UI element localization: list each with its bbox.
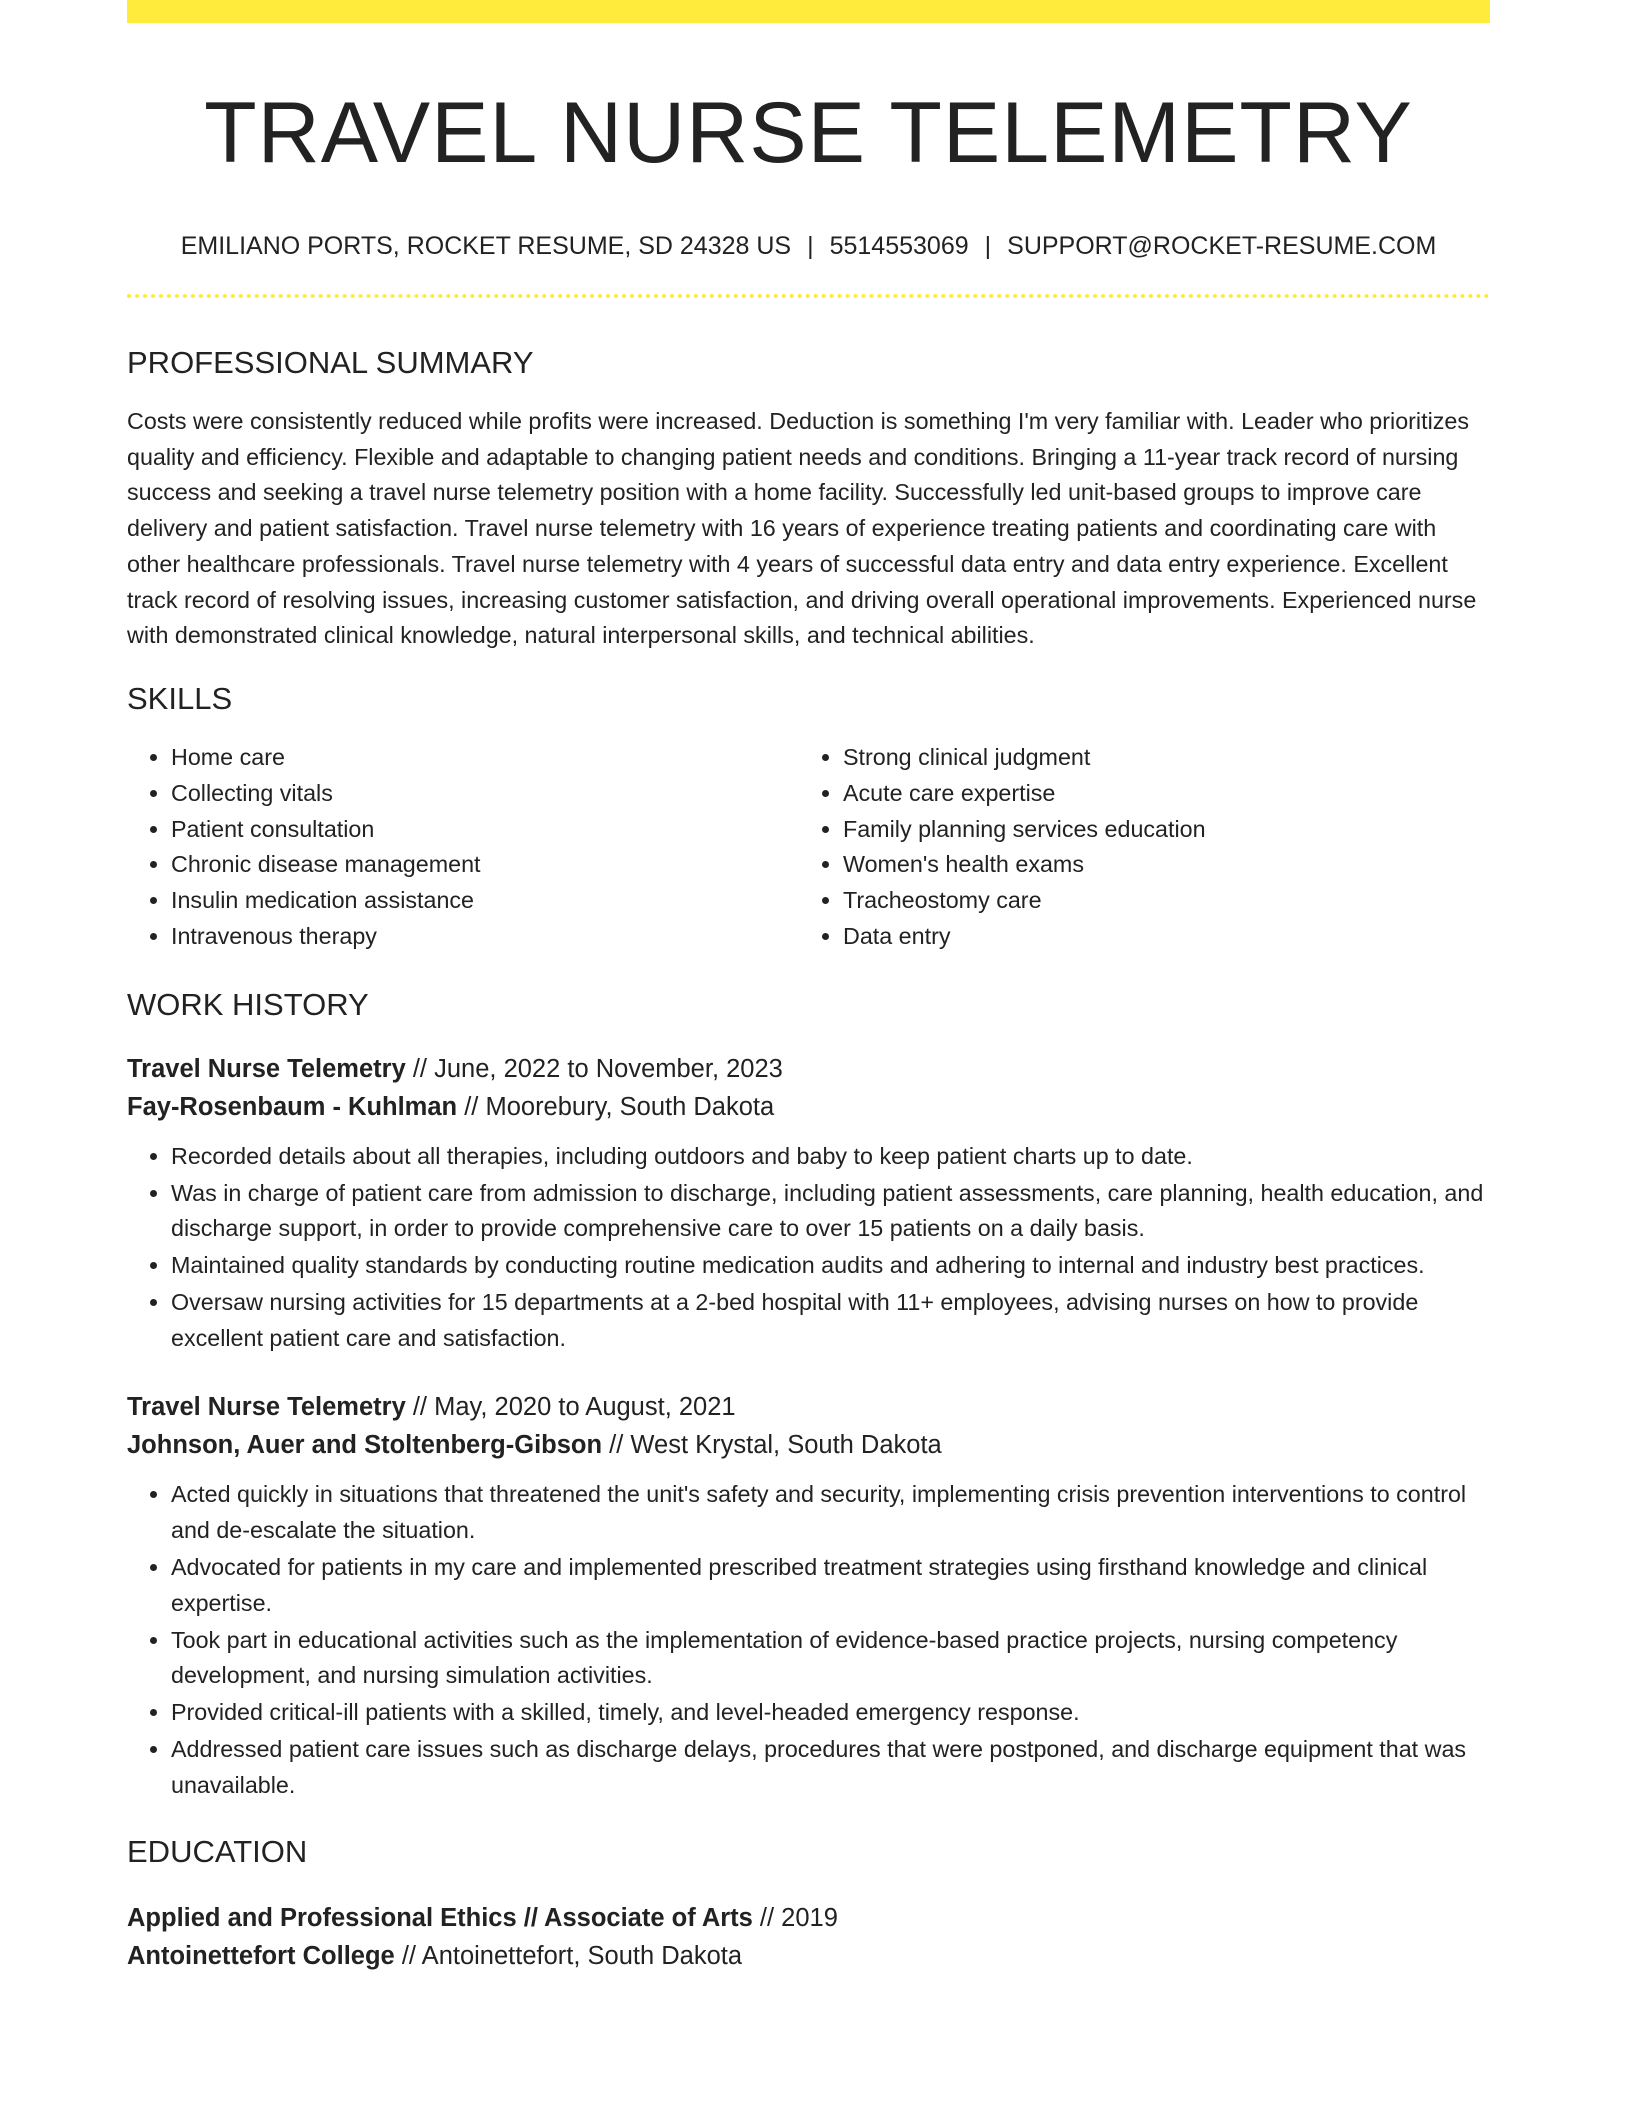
section-title-skills: SKILLS xyxy=(127,680,233,716)
job-bullets xyxy=(127,1139,1490,1357)
skill-item: • Women's health exams xyxy=(843,847,1471,883)
job-bullet: • Recorded details about all therapies, including outdoors and baby to keep patient charts up to date. xyxy=(171,1139,1490,1175)
skill-item: • Patient consultation xyxy=(171,812,799,848)
skill-item: • Tracheostomy care xyxy=(843,883,1471,919)
skill-item: • Family planning services education xyxy=(843,812,1471,848)
candidate-name: TRAVEL NURSE TELEMETRY xyxy=(204,85,1413,181)
job-title-line xyxy=(127,1388,1490,1426)
skills-list-right xyxy=(799,740,1471,955)
skill-item: • Chronic disease management xyxy=(171,847,799,883)
job-dates: // May, 2020 to August, 2021 xyxy=(405,1393,736,1422)
job-bullet: • Took part in educational activities such as the implementation of evidence-based practice projects, nursing competency development, and nursing simulation activities. xyxy=(171,1623,1490,1695)
job-bullets xyxy=(127,1477,1490,1803)
summary-paragraph: Costs were consistently reduced while profits were increased. Deduction is something I'm very familiar with. Leader who prioritizes quality and efficiency. Flexible and adaptable to changing patient needs and conditions. Bringing a 11-year track record of nursing success and seeking a travel nurse telemetry position with a home facility. Successfully led unit-based groups to improve care delivery and patient satisfaction. Travel nurse telemetry with 16 years of experience treating patients and coordinating care with other healthcare professionals. Travel nurse telemetry with 4 years of successful data entry and data entry experience. Excellent track record of resolving issues, increasing customer satisfaction, and driving overall operational improvements. Experienced nurse with demonstrated clinical knowledge, natural interpersonal skills, and technical abilities. xyxy=(127,408,1477,649)
job-bullet: • Acted quickly in situations that threatened the unit's safety and security, implementing crisis prevention interventions to control and de-escalate the situation. xyxy=(171,1477,1490,1549)
job-bullet: • Provided critical-ill patients with a skilled, timely, and level-headed emergency response. xyxy=(171,1695,1490,1731)
contact-phone: 5514553069 xyxy=(829,232,969,260)
section-title-work-history: WORK HISTORY xyxy=(127,986,369,1022)
dotted-divider xyxy=(127,294,1490,298)
job-role: Travel Nurse Telemetry xyxy=(127,1054,406,1083)
job-role: Travel Nurse Telemetry xyxy=(127,1393,406,1422)
job-location: // West Krystal, South Dakota xyxy=(602,1431,942,1460)
job-bullet: • Advocated for patients in my care and implemented prescribed treatment strategies using firsthand knowledge and clinical expertise. xyxy=(171,1550,1490,1622)
section-title-education: EDUCATION xyxy=(127,1833,308,1869)
contact-line xyxy=(127,231,1490,261)
education-year: // 2019 xyxy=(752,1903,838,1932)
job-bullet: • Was in charge of patient care from admission to discharge, including patient assessments, care planning, health education, and discharge support, in order to provide comprehensive care to over 15 patients on a daily basis. xyxy=(171,1176,1490,1248)
skill-item: • Collecting vitals xyxy=(171,776,799,812)
section-title-summary: PROFESSIONAL SUMMARY xyxy=(127,345,534,380)
accent-top-bar xyxy=(127,0,1490,23)
job-dates: // June, 2022 to November, 2023 xyxy=(405,1054,783,1083)
skill-item: • Home care xyxy=(171,740,799,776)
skill-item: • Intravenous therapy xyxy=(171,919,799,955)
job-company-line xyxy=(127,1426,1490,1464)
job-bullet: • Maintained quality standards by conducting routine medication audits and adhering to internal and industry best practices. xyxy=(171,1248,1490,1284)
contact-address: EMILIANO PORTS, ROCKET RESUME, SD 24328 US xyxy=(180,232,792,260)
skill-item: • Insulin medication assistance xyxy=(171,883,799,919)
job-company: Fay-Rosenbaum - Kuhlman xyxy=(127,1092,458,1121)
education-school: Antoinettefort College xyxy=(127,1941,395,1970)
skills-list-left xyxy=(127,740,799,955)
skills-columns xyxy=(127,740,1490,955)
skill-item: • Acute care expertise xyxy=(843,776,1471,812)
contact-email: SUPPORT@ROCKET-RESUME.COM xyxy=(1007,232,1437,260)
job-company-line xyxy=(127,1088,1490,1126)
education-school-line xyxy=(127,1937,1490,1975)
contact-separator: | xyxy=(984,232,992,260)
job-location: // Moorebury, South Dakota xyxy=(457,1092,775,1121)
skill-item: • Strong clinical judgment xyxy=(843,740,1471,776)
job-bullet: • Addressed patient care issues such as discharge delays, procedures that were postponed, and discharge equipment that was unavailable. xyxy=(171,1732,1490,1804)
skill-item: • Data entry xyxy=(843,919,1471,955)
job-title-line xyxy=(127,1050,1490,1088)
education-location: // Antoinettefort, South Dakota xyxy=(394,1941,743,1970)
job-company: Johnson, Auer and Stoltenberg-Gibson xyxy=(127,1431,603,1460)
education-degree: Applied and Professional Ethics // Associate of Arts xyxy=(127,1903,753,1932)
job-bullet: • Oversaw nursing activities for 15 departments at a 2-bed hospital with 11+ employees, advising nurses on how to provide excellent patient care and satisfaction. xyxy=(171,1285,1490,1357)
education-degree-line xyxy=(127,1899,1490,1937)
resume-page xyxy=(127,0,1490,1975)
contact-separator: | xyxy=(807,232,814,260)
